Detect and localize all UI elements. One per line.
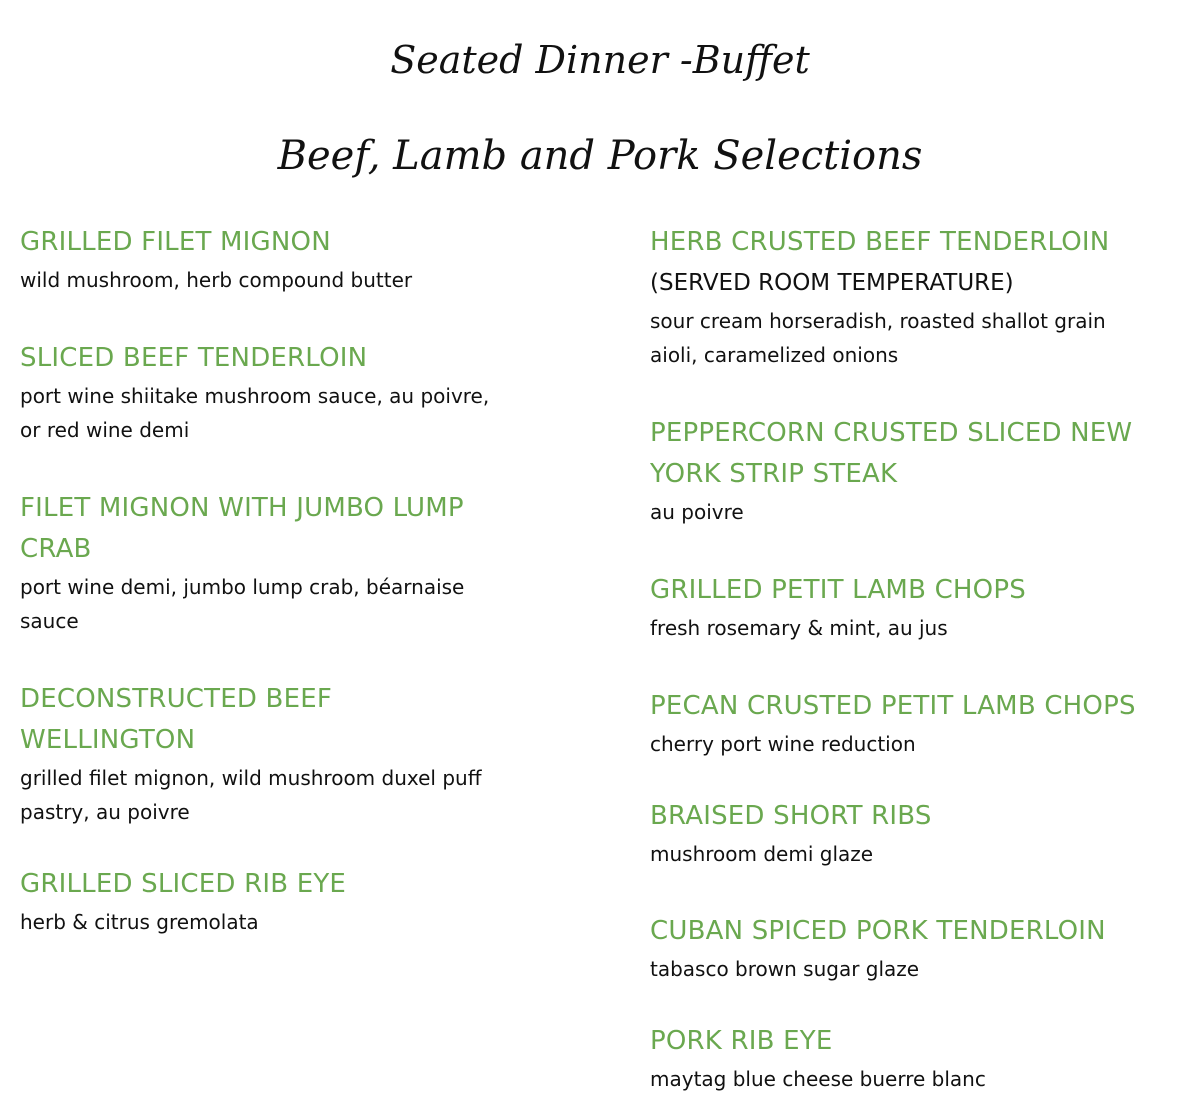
menu-item-name: GRILLED FILET MIGNON: [20, 227, 331, 257]
menu-item-description: maytag blue cheese buerre blanc: [650, 1067, 986, 1091]
menu-item-description: sour cream horseradish, roasted shallot grain: [650, 309, 1106, 333]
menu-item-grilled-sliced-rib-eye: [20, 864, 580, 939]
menu-item-description: au poivre: [650, 500, 744, 524]
menu-item-grilled-petit-lamb-chops: [650, 570, 1190, 645]
menu-item-pork-rib-eye: [650, 1021, 1190, 1096]
menu-item-deconstructed-beef-wellington: [20, 679, 580, 829]
menu-subtitle: Beef, Lamb and Pork Selections: [277, 133, 923, 179]
menu-item-name: SLICED BEEF TENDERLOIN: [20, 343, 368, 373]
menu-item-peppercorn-crusted-strip-steak: [650, 413, 1190, 529]
menu-title: Seated Dinner -Buffet: [390, 38, 810, 82]
menu-item-name: HERB CRUSTED BEEF TENDERLOIN: [650, 227, 1110, 257]
menu-item-herb-crusted-beef-tenderloin: [650, 222, 1190, 372]
menu-item-description: tabasco brown sugar glaze: [650, 957, 920, 981]
menu-item-description: grilled filet mignon, wild mushroom duxel puff: [20, 766, 482, 790]
menu-item-grilled-filet-mignon: [20, 222, 580, 297]
menu-item-description: pastry, au poivre: [20, 800, 190, 824]
menu-item-description: port wine shiitake mushroom sauce, au poivre,: [20, 384, 490, 408]
menu-item-description: port wine demi, jumbo lump crab, béarnaise: [20, 575, 465, 599]
menu-item-description: mushroom demi glaze: [650, 842, 874, 866]
menu-item-description: sauce: [20, 609, 79, 633]
menu-item-name: GRILLED SLICED RIB EYE: [20, 869, 347, 899]
menu-item-description: cherry port wine reduction: [650, 732, 916, 756]
menu-item-pecan-crusted-lamb-chops: [650, 686, 1190, 761]
menu-item-note: (SERVED ROOM TEMPERATURE): [650, 270, 1014, 296]
menu-item-name: PEPPERCORN CRUSTED SLICED NEW: [650, 418, 1133, 448]
menu-item-name: GRILLED PETIT LAMB CHOPS: [650, 575, 1026, 605]
menu-item-cuban-spiced-pork-tenderloin: [650, 911, 1190, 986]
menu-item-name: PORK RIB EYE: [650, 1026, 833, 1056]
menu-item-name: CRAB: [20, 534, 92, 564]
menu-item-description: wild mushroom, herb compound butter: [20, 268, 413, 292]
menu-item-name: FILET MIGNON WITH JUMBO LUMP: [20, 493, 464, 523]
menu-item-description: or red wine demi: [20, 418, 190, 442]
menu-item-sliced-beef-tenderloin: [20, 338, 580, 447]
menu-item-name: YORK STRIP STEAK: [650, 459, 898, 489]
menu-item-name: DECONSTRUCTED BEEF: [20, 684, 332, 714]
menu-item-name: PECAN CRUSTED PETIT LAMB CHOPS: [650, 691, 1136, 721]
menu-item-description: aioli, caramelized onions: [650, 343, 899, 367]
menu-item-filet-mignon-jumbo-lump-crab: [20, 488, 580, 638]
menu-item-description: fresh rosemary & mint, au jus: [650, 616, 948, 640]
menu-item-braised-short-ribs: [650, 796, 1190, 871]
menu-item-name: WELLINGTON: [20, 725, 196, 755]
menu-item-description: herb & citrus gremolata: [20, 910, 259, 934]
menu-item-name: CUBAN SPICED PORK TENDERLOIN: [650, 916, 1106, 946]
menu-item-name: BRAISED SHORT RIBS: [650, 801, 932, 831]
